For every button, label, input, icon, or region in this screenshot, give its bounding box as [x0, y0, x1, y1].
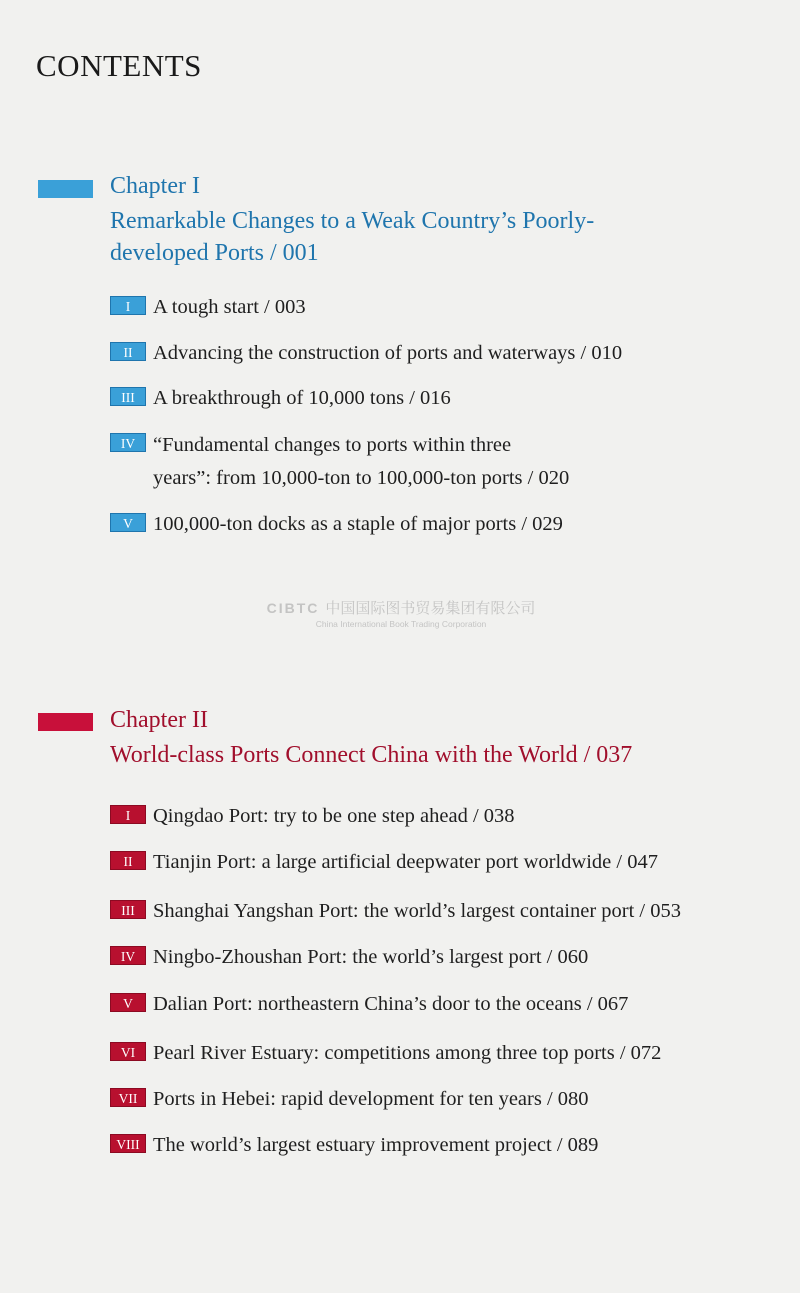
toc-entry[interactable]: [110, 1084, 589, 1114]
toc-entry[interactable]: [110, 801, 515, 831]
watermark-logo: CIBTC: [266, 600, 320, 616]
section-number-badge: III: [110, 900, 146, 919]
section-title: Tianjin Port: a large artificial deepwater port worldwide / 047: [153, 851, 658, 873]
section-number-badge: VII: [110, 1088, 146, 1107]
toc-entry[interactable]: [110, 292, 306, 322]
section-number-badge: VI: [110, 1042, 146, 1061]
section-title: A breakthrough of 10,000 tons / 016: [153, 387, 451, 409]
section-title: Ningbo-Zhoushan Port: the world’s largest port / 060: [153, 946, 589, 968]
section-title: Qingdao Port: try to be one step ahead / 038: [153, 805, 515, 827]
section-title: Pearl River Estuary: competitions among three top ports / 072: [153, 1042, 662, 1064]
section-number-badge: I: [110, 805, 146, 824]
toc-entry[interactable]: [110, 1038, 661, 1068]
toc-entry[interactable]: [110, 338, 622, 368]
chapter-2-label: Chapter II: [110, 707, 208, 733]
section-number-badge: V: [110, 513, 146, 532]
section-number-badge: II: [110, 342, 146, 361]
page-title: CONTENTS: [36, 48, 202, 83]
chapter-1-title: Remarkable Changes to a Weak Country’s Poorly-developed Ports / 001: [110, 208, 595, 266]
chapter-1-label: Chapter I: [110, 173, 200, 199]
toc-entry[interactable]: [110, 896, 681, 926]
section-title: A tough start / 003: [153, 296, 306, 318]
section-number-badge: III: [110, 387, 146, 406]
section-number-badge: I: [110, 296, 146, 315]
chapter-1-color-bar: [38, 180, 93, 198]
section-title: Ports in Hebei: rapid development for ten years / 080: [153, 1088, 589, 1110]
toc-entry[interactable]: [110, 383, 451, 413]
section-number-badge: V: [110, 993, 146, 1012]
section-title: The world’s largest estuary improvement project / 089: [153, 1134, 599, 1156]
publisher-watermark: [246, 597, 556, 629]
section-title: Shanghai Yangshan Port: the world’s largest container port / 053: [153, 900, 682, 922]
toc-entry[interactable]: [110, 429, 573, 495]
watermark-english: China International Book Trading Corporation: [315, 619, 487, 629]
toc-entry[interactable]: [110, 1130, 598, 1160]
section-title: Dalian Port: northeastern China’s door to the oceans / 067: [153, 993, 629, 1015]
section-number-badge: IV: [110, 946, 146, 965]
section-number-badge: IV: [110, 433, 146, 452]
section-number-badge: VIII: [110, 1134, 146, 1153]
toc-entry[interactable]: [110, 989, 628, 1019]
section-title: 100,000-ton docks as a staple of major ports / 029: [153, 513, 563, 535]
chapter-2-color-bar: [38, 713, 93, 731]
section-title: Advancing the construction of ports and waterways / 010: [153, 342, 623, 364]
toc-entry[interactable]: [110, 509, 563, 539]
section-number-badge: II: [110, 851, 146, 870]
watermark-chinese: 中国国际图书贸易集团有限公司: [325, 599, 536, 617]
toc-entry[interactable]: [110, 847, 658, 877]
toc-entry[interactable]: [110, 942, 588, 972]
chapter-2-title: World-class Ports Connect China with the World / 037: [110, 742, 633, 768]
section-title: “Fundamental changes to ports within three years”: from 10,000-ton to 100,000-ton ports / 020: [153, 434, 570, 489]
